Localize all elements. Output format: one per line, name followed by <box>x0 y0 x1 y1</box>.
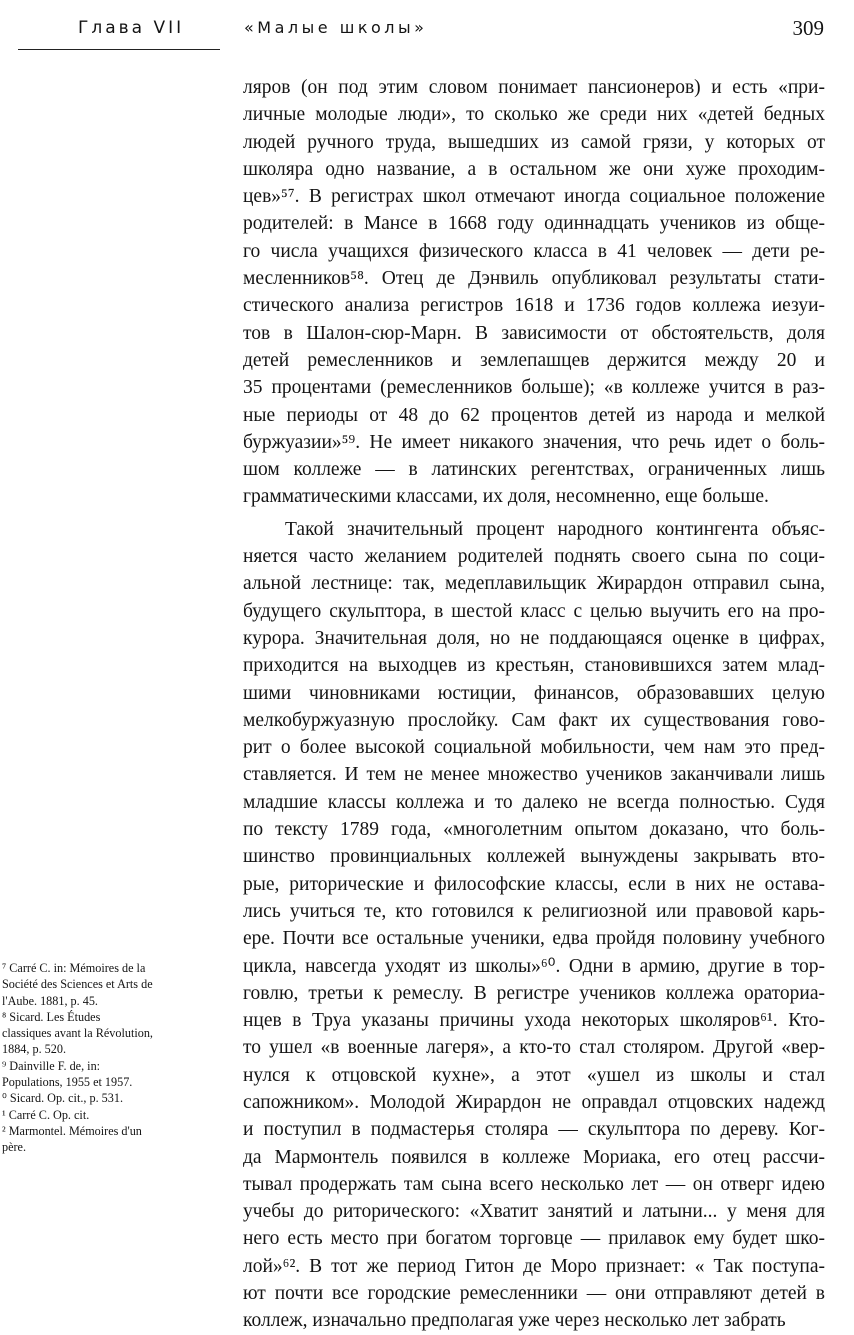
text-line: приходится на выходцев из крестьян, становившихся затем млад- <box>243 655 825 677</box>
page-header <box>0 0 854 60</box>
text-line: говлю, третьи к ремеслу. В регистре учеников коллежа ораториа- <box>243 982 825 1004</box>
text-line: то ушел «в военные лагеря», а кто-то стал столяром. Другой «вер- <box>243 1037 825 1059</box>
text-line: да Мармонтель появился в коллеже Мориака, его отец рассчи- <box>243 1146 825 1168</box>
text-line: ере. Почти все остальные ученики, едва пройдя половину учебного <box>243 928 825 950</box>
header-rule <box>18 49 220 50</box>
text-line: младшие классы коллежа и то далеко не всегда полностью. Судя <box>243 791 825 813</box>
text-line: альной лестнице: так, медеплавильщик Жирардон отправил сына, <box>243 573 825 595</box>
main-text <box>243 74 825 1335</box>
text-line: нцев в Труа указаны причины ухода некоторых школяров⁶¹. Кто- <box>243 1010 825 1032</box>
text-line: будущего скульптора, в шестой класс с целью выучить его на про- <box>243 600 825 622</box>
text-line: детей ремесленников и землепашцев держится между 20 и <box>243 349 825 371</box>
text-line: родителей: в Мансе в 1668 году одиннадцать учеников из обще- <box>243 213 825 235</box>
text-line: ные периоды от 48 до 62 процентов детей из народа и мелкой <box>243 404 825 426</box>
text-line: ляров (он под этим словом понимает пансионеров) и есть «при- <box>243 77 825 98</box>
text-line: лись учиться те, кто готовился к религиозной или правовой карь- <box>243 900 825 922</box>
text-line: ют почти все городские ремесленники — они отправляют детей в <box>243 1283 825 1305</box>
footnote-line: Populations, 1955 et 1957. <box>2 1075 133 1090</box>
text-line: го числа учащихся физического класса в 41 человек — дети ре- <box>243 240 825 262</box>
text-line: цикла, навсегда уходят из школы»⁶⁰. Одни в армию, другие в тор- <box>243 955 825 977</box>
text-line: цев»⁵⁷. В регистрах школ отмечают иногда социальное положение <box>243 186 825 208</box>
text-line: мелкобуржуазную прослойку. Сам факт их существования гово- <box>243 709 825 731</box>
footnote-line: ⁷ Carré C. in: Mémoires de la <box>2 961 146 975</box>
text-line: и поступил в подмастерья столяра — скульптора по дереву. Ког- <box>243 1119 825 1141</box>
text-line: рит о более высокой социальной мобильности, чем нам это пред- <box>243 737 825 759</box>
text-line: рые, риторические и философские классы, если в них не остава- <box>243 873 825 895</box>
footnote-line: 1884, p. 520. <box>2 1042 66 1057</box>
text-line: коллеж, изначально предполагая уже через несколько лет забрать <box>243 1310 786 1332</box>
text-line: него есть место при богатом торговце — прилавок ему будет шко- <box>243 1228 825 1250</box>
text-line: лой»⁶². В тот же период Гитон де Моро признает: « Так поступа- <box>243 1255 825 1277</box>
footnote-line: ⁹ Dainville F. de, in: <box>2 1058 101 1073</box>
footnote-line: ¹ Carré C. Op. cit. <box>2 1107 90 1122</box>
text-line: людей ручного труда, вышедших из самой грязи, у которых от <box>243 131 825 153</box>
text-line: курора. Значительная доля, но не поддающаяся оценке в цифрах, <box>243 627 825 649</box>
text-line: тывал продержать там сына всего несколько лет — он отверг идею <box>243 1173 825 1195</box>
page-number: 309 <box>792 16 824 40</box>
text-line: школяра одно название, а в остальном же они хуже проходим- <box>243 158 825 180</box>
text-line: буржуазии»⁵⁹. Не имеет никакого значения, что речь идет о боль- <box>243 431 825 453</box>
text-line: няется часто желанием родителей поднять своего сына по соци- <box>243 546 825 568</box>
text-line: по тексту 1789 года, «многолетним опытом доказано, что боль- <box>243 819 825 841</box>
text-line: сапожником». Молодой Жирардон не оправдал отцовских надежд <box>243 1091 825 1113</box>
text-line: ставляется. И тем не менее множество учеников заканчивали лишь <box>243 764 825 786</box>
text-line: личные молодые люди», то сколько же среди них «детей бедных <box>243 104 825 126</box>
footnote-line: ² Marmontel. Mémoires d'un <box>2 1123 142 1138</box>
text-line: шинство провинциальных коллежей вынуждены закрывать вто- <box>243 846 825 868</box>
text-line: учебы до риторического: «Хватит занятий и латыни... у меня для <box>243 1201 825 1223</box>
footnote-line: l'Aube. 1881, p. 45. <box>2 993 98 1008</box>
text-line: Такой значительный процент народного контингента объяс- <box>285 518 825 540</box>
footnotes <box>2 960 234 1156</box>
footnote-line: père. <box>2 1140 27 1155</box>
footnote-line: ⁸ Sicard. Les Études <box>2 1009 101 1024</box>
text-line: тов в Шалон-сюр-Марн. В зависимости от обстоятельств, доля <box>243 322 825 344</box>
text-line: грамматическими классами, их доля, несомненно, еще больше. <box>243 486 769 508</box>
text-line: нулся к отцовской кухне», а этот «ушел из школы и стал <box>243 1064 825 1086</box>
footnote-line: classiques avant la Révolution, <box>2 1026 153 1041</box>
footnote-line: Société des Sciences et Arts de <box>2 977 153 992</box>
text-line: шом коллеже — в латинских регентствах, ограниченных лишь <box>243 459 825 481</box>
text-line: 35 процентами (ремесленников больше); «в коллеже учится в раз- <box>243 377 825 399</box>
text-line: шими чиновниками юстиции, финансов, образовавших целую <box>243 682 825 704</box>
text-line: месленников⁵⁸. Отец де Дэнвиль опубликовал результаты стати- <box>243 268 825 290</box>
chapter-label: Глава VII <box>78 18 185 38</box>
footnote-line: ⁰ Sicard. Op. cit., p. 531. <box>2 1091 123 1106</box>
running-title: «Малые школы» <box>244 18 428 37</box>
text-line: стического анализа регистров 1618 и 1736 годов коллежа иезуи- <box>243 295 825 317</box>
